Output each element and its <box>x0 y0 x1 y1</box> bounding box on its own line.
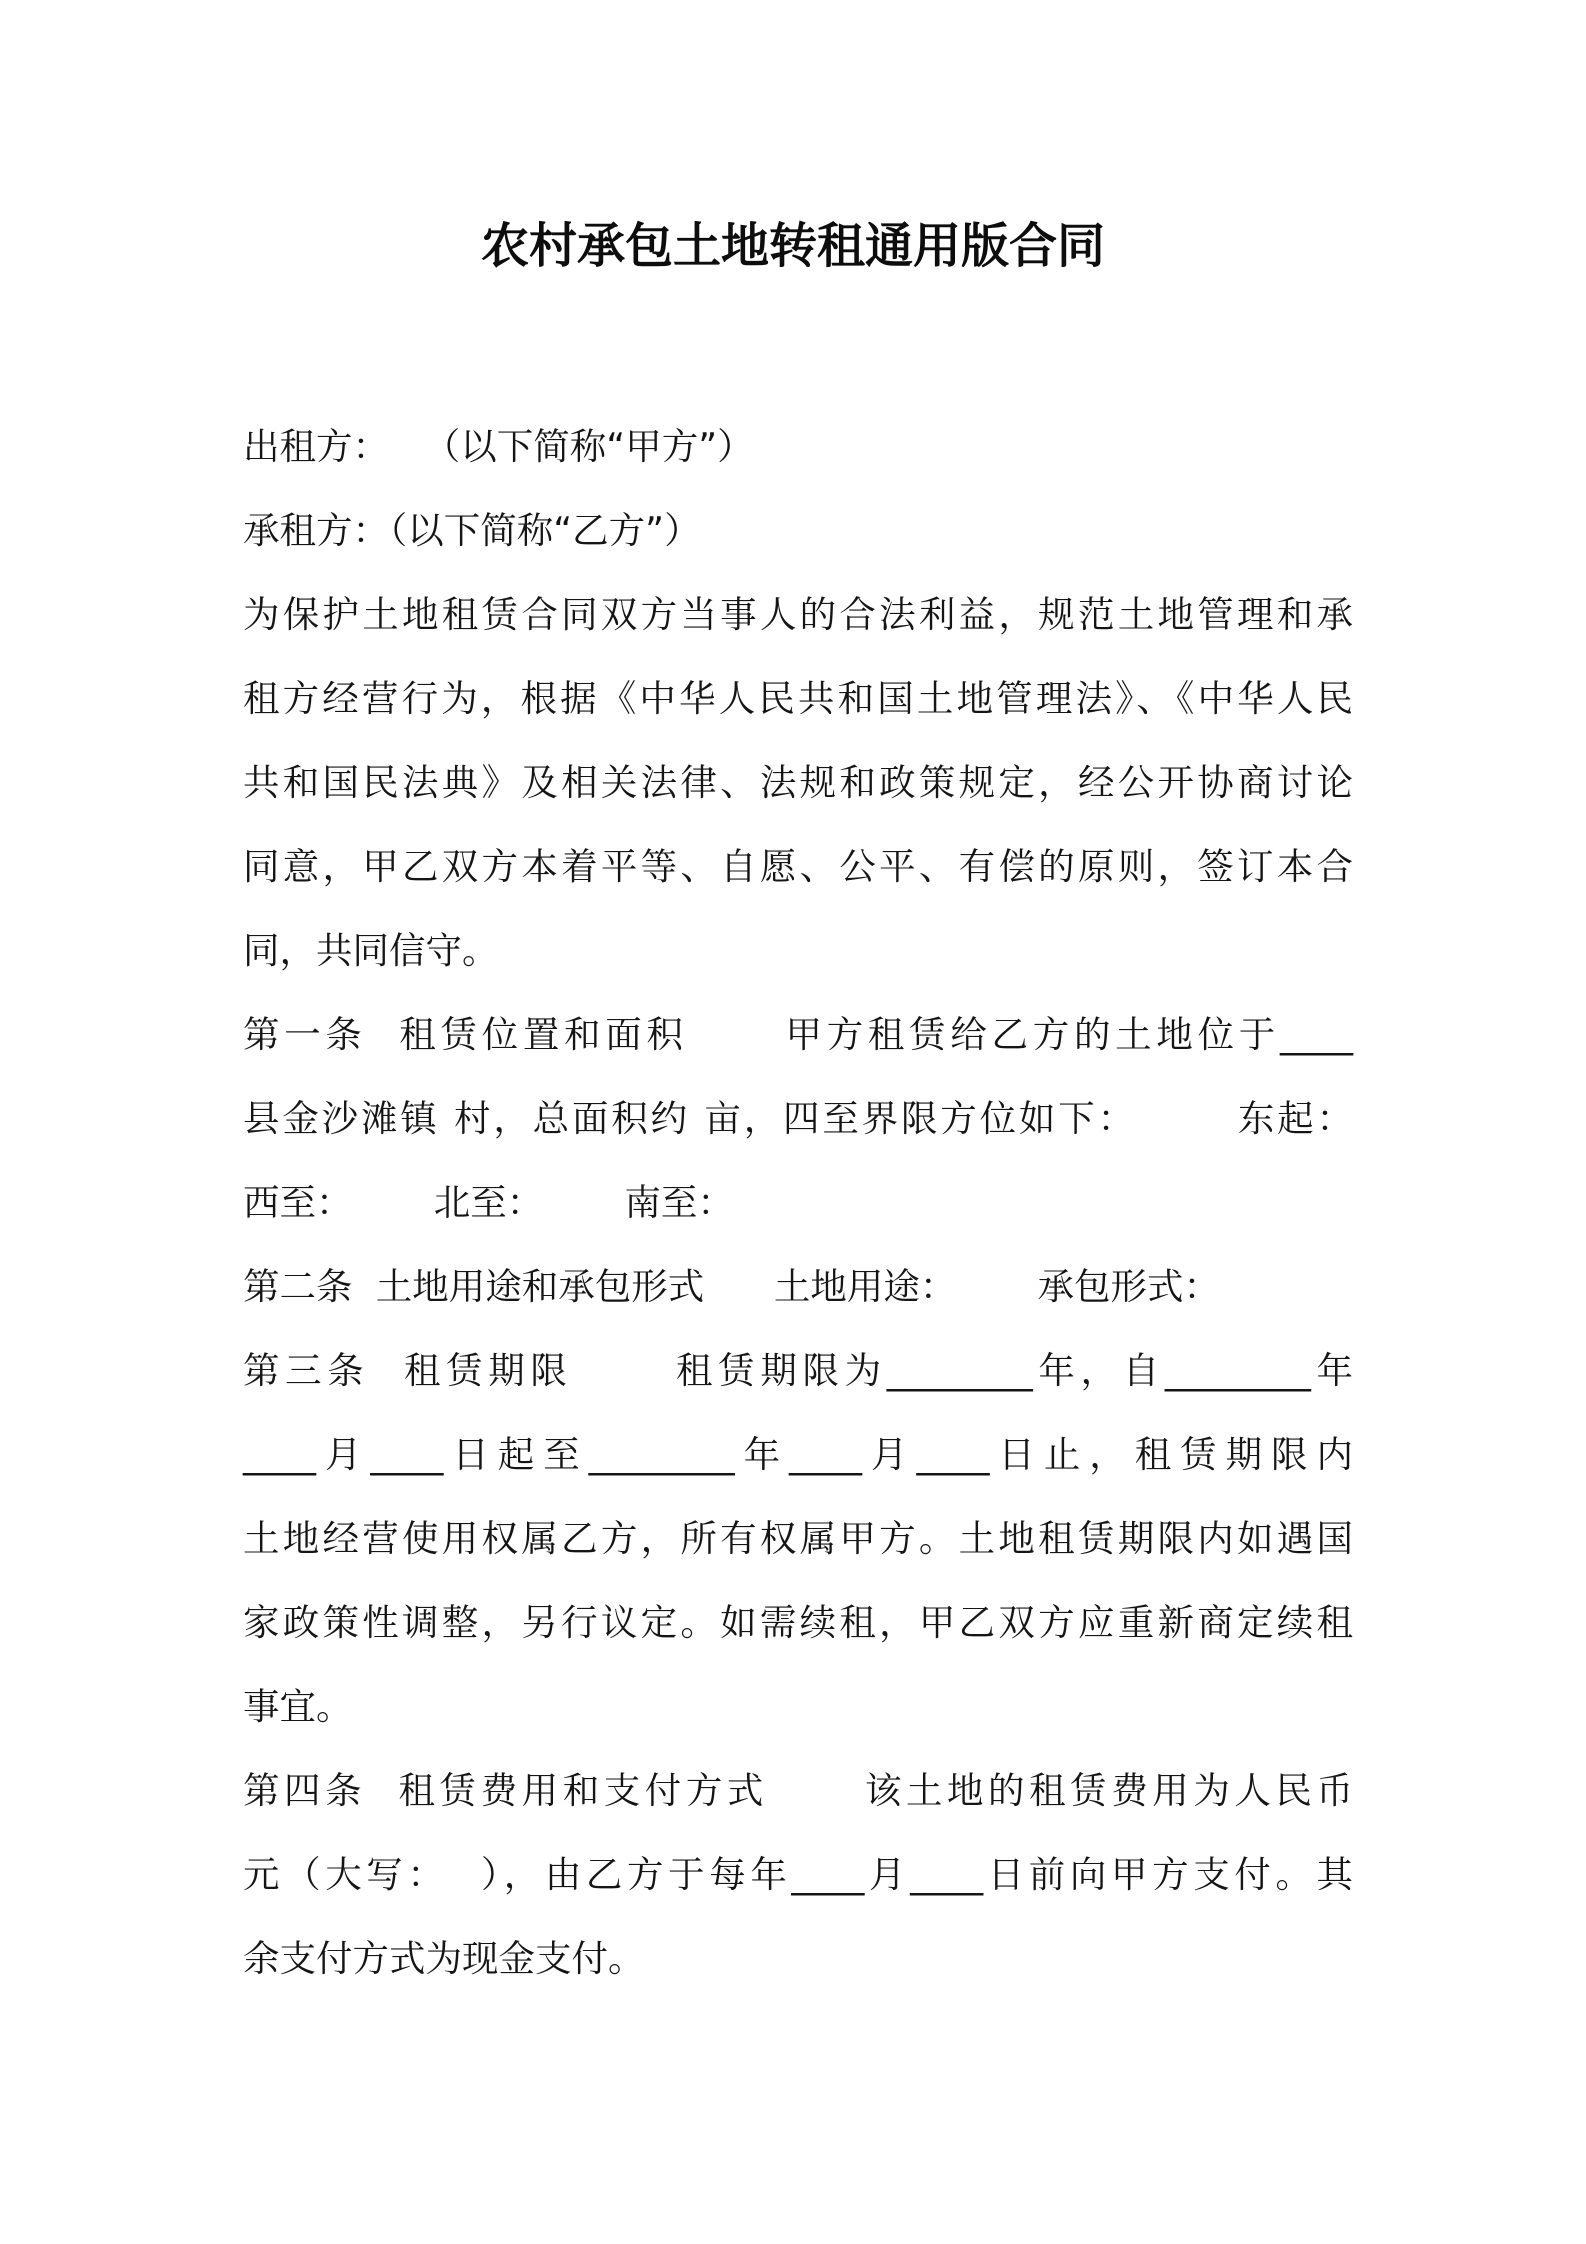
lessee-line: 承租方：（以下简称“乙方”） <box>243 509 701 552</box>
preamble-line-5: 同，共同信守。 <box>243 929 499 972</box>
article-2-line-1: 第二条 土地用途和承包形式 土地用途： 承包形式： <box>243 1265 1221 1308</box>
article-4-line-1: 第四条 租赁费用和支付方式 该土地的租赁费用为人民币 <box>243 1769 1353 1812</box>
article-3-line-5: 事宜。 <box>243 1685 353 1728</box>
preamble-line-1: 为保护土地租赁合同双方当事人的合法利益，规范土地管理和承 <box>243 593 1353 636</box>
article-4-line-2: 元（大写： ），由乙方于每年____月____日前向甲方支付。其 <box>243 1853 1353 1896</box>
document-title: 农村承包土地转租通用版合同 <box>480 218 1105 274</box>
preamble-line-2: 租方经营行为，根据《中华人民共和国土地管理法》、《中华人民 <box>243 677 1353 720</box>
article-1-line-1: 第一条 租赁位置和面积 甲方租赁给乙方的土地位于____ <box>243 1013 1353 1056</box>
article-3-line-2: ____月____日起至________年____月____日止，租赁期限内 <box>243 1433 1353 1476</box>
article-1-line-3: 西至： 北至： 南至： <box>243 1181 734 1224</box>
article-3-line-3: 土地经营使用权属乙方，所有权属甲方。土地租赁期限内如遇国 <box>243 1517 1353 1560</box>
article-3-line-4: 家政策性调整，另行议定。如需续租，甲乙双方应重新商定续租 <box>243 1601 1353 1644</box>
article-3-line-1: 第三条 租赁期限 租赁期限为________年，自________年 <box>243 1349 1353 1392</box>
preamble-line-3: 共和国民法典》及相关法律、法规和政策规定，经公开协商讨论 <box>243 761 1353 804</box>
lessor-line: 出租方： （以下简称“甲方”） <box>243 425 754 468</box>
article-1-line-2: 县金沙滩镇 村，总面积约 亩，四至界限方位如下： 东起： <box>243 1097 1353 1140</box>
document-body <box>243 405 1353 2001</box>
preamble-line-4: 同意，甲乙双方本着平等、自愿、公平、有偿的原则，签订本合 <box>243 845 1353 888</box>
article-4-line-3: 余支付方式为现金支付。 <box>243 1937 645 1980</box>
